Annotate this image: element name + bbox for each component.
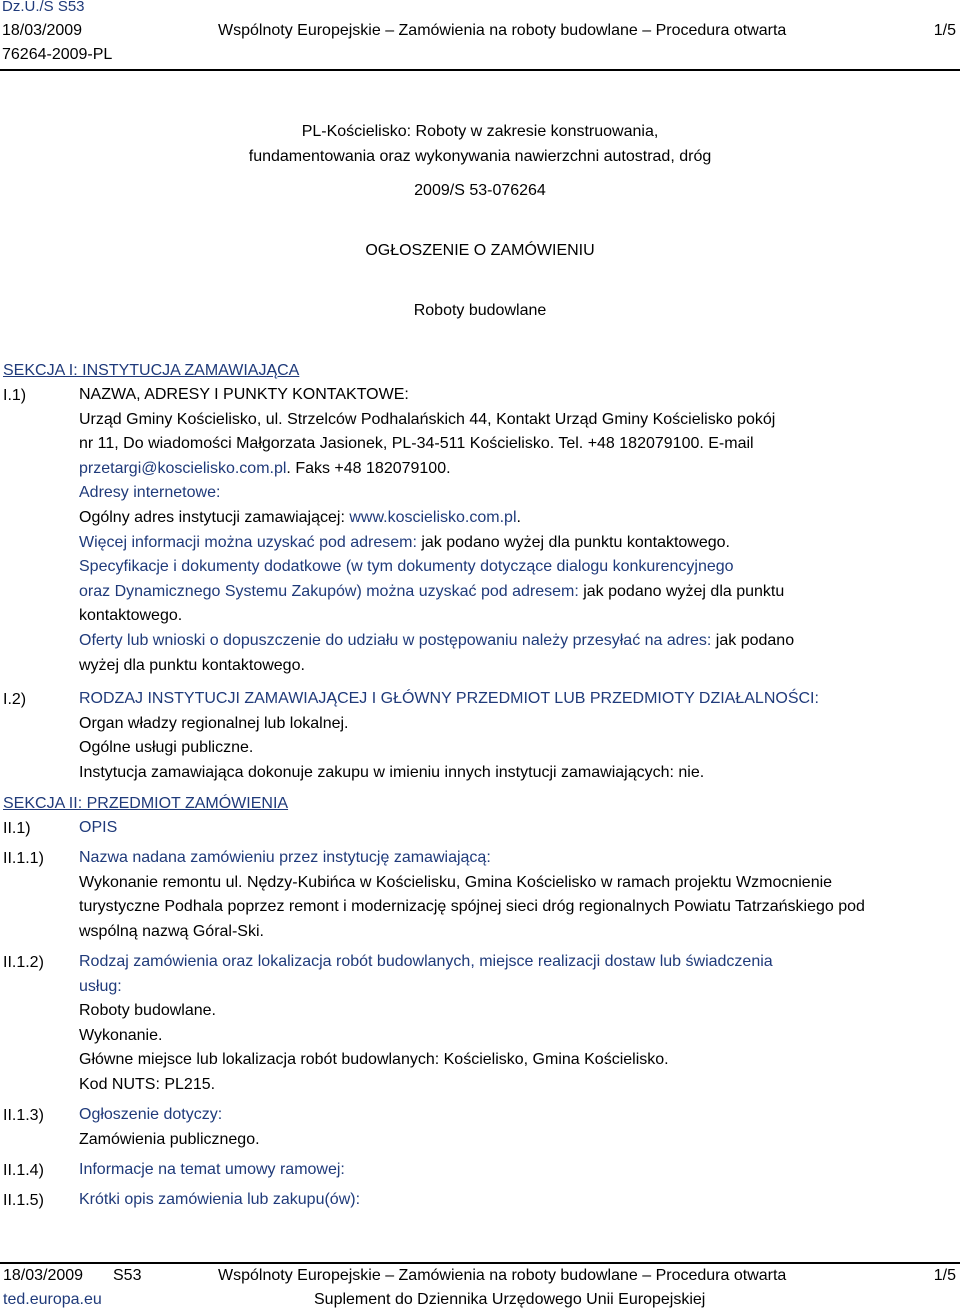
ii12-line-3: Główne miejsce lub lokalizacja robót budowlanych: Kościelisko, Gmina Kościelisko. — [79, 1051, 669, 1069]
section-1-heading: SEKCJA I: INSTYTUCJA ZAMAWIAJĄCA — [3, 362, 300, 379]
ii13-number: II.1.3) — [3, 1107, 44, 1124]
ii1-number: II.1) — [3, 820, 31, 837]
contract-type: Roboty budowlane — [413, 302, 547, 319]
web-addresses-label: Adresy internetowe: — [79, 484, 221, 502]
footer-site-link[interactable]: ted.europa.eu — [3, 1291, 102, 1308]
footer-page-number: 1/5 — [933, 1267, 956, 1284]
ii11-line-2: turystyczne Podhala poprzez remont i modernizację spójnej sieci dróg regionalnych Powiatu Tatrzańskiego pod — [79, 898, 865, 916]
ii14-title: Informacje na temat umowy ramowej: — [79, 1161, 345, 1178]
i1-address-line-1: Urząd Gminy Kościelisko, ul. Strzelców Podhalańskich 44, Kontakt Urząd Gminy Kościelisko pokój — [79, 410, 776, 428]
ii12-line-1: Roboty budowlane. — [79, 1002, 216, 1020]
fax-text: . Faks +48 182079100. — [286, 459, 451, 477]
more-info-line — [79, 531, 949, 556]
offers-line — [79, 629, 949, 654]
more-info-value: jak podano wyżej dla punktu kontaktowego. — [416, 533, 730, 551]
ii13-title: Ogłoszenie dotyczy: — [79, 1106, 223, 1123]
i2-line-3: Instytucja zamawiająca dokonuje zakupu w imieniu innych instytucji zamawiających: nie. — [79, 763, 705, 781]
offers-value: jak podano — [711, 631, 795, 649]
ii12-line-2: Wykonanie. — [79, 1026, 163, 1044]
footer-title: Wspólnoty Europejskie – Zamówienia na roboty budowlane – Procedura otwarta — [218, 1267, 787, 1284]
spec-value-line-2: kontaktowego. — [79, 607, 183, 625]
offers-label: Oferty lub wnioski o dopuszczenie do udziału w postępowaniu należy przesyłać na adres: — [79, 631, 712, 649]
ii11-number: II.1.1) — [3, 850, 44, 867]
ii15-number: II.1.5) — [3, 1192, 44, 1209]
spec-label-line-1: Specyfikacje i dokumenty dodatkowe (w tym dokumenty dotyczące dialogu konkurencyjnego — [79, 558, 734, 576]
footer-series: S53 — [113, 1267, 142, 1284]
ii11-line-3: wspólną nazwą Góral-Ski. — [79, 922, 264, 940]
journal-ref: Dz.U./S S53 — [2, 0, 85, 15]
offers-value-line-2: wyżej dla punktu kontaktowego. — [79, 656, 305, 674]
i1-email-fax-line — [79, 457, 949, 482]
ii1-title: OPIS — [79, 819, 118, 836]
ii12-title-line-2: usług: — [79, 977, 122, 995]
footer-supplement: Suplement do Dziennika Urzędowego Unii Europejskiej — [314, 1291, 706, 1308]
ii14-number: II.1.4) — [3, 1162, 44, 1179]
spec-line-2 — [79, 580, 949, 605]
ii12-title-line-1: Rodzaj zamówienia oraz lokalizacja robót budowlanych, miejsce realizacji dostaw lub świadczenia — [79, 953, 773, 970]
spec-value: jak podano wyżej dla punktu — [578, 582, 785, 600]
i1-content — [79, 383, 949, 678]
i1-title: NAZWA, ADRESY I PUNKTY KONTAKTOWE: — [79, 386, 409, 403]
i2-line-2: Ogólne usługi publiczne. — [79, 739, 254, 757]
header-doc-id: 76264-2009-PL — [2, 46, 113, 63]
more-info-label: Więcej informacji można uzyskać pod adresem: — [79, 533, 417, 551]
header-page-number: 1/5 — [933, 22, 956, 39]
general-address-label: Ogólny adres instytucji zamawiającej: — [79, 508, 350, 526]
general-address-line — [79, 506, 949, 531]
header-date: 18/03/2009 — [2, 22, 83, 39]
ii11-line-1: Wykonanie remontu ul. Nędzy-Kubińca w Kościelisku, Gmina Kościelisko w ramach projektu Wzmocnienie — [79, 873, 833, 891]
page-footer — [0, 1263, 960, 1311]
ii13-line-1: Zamówienia publicznego. — [79, 1130, 260, 1148]
ii11-title: Nazwa nadana zamówieniu przez instytucję zamawiającą: — [79, 849, 491, 866]
doc-title — [0, 119, 960, 169]
ii11-content — [79, 846, 949, 944]
spec-label-line-2: oraz Dynamicznego Systemu Zakupów) można uzyskać pod adresem: — [79, 582, 579, 600]
header-title: Wspólnoty Europejskie – Zamówienia na roboty budowlane – Procedura otwarta — [218, 22, 787, 39]
general-address-dot: . — [516, 508, 521, 526]
i1-number: I.1) — [3, 387, 27, 404]
ii12-content — [79, 950, 949, 1098]
i2-content — [79, 687, 949, 785]
ii15-title: Krótki opis zamówienia lub zakupu(ów): — [79, 1191, 361, 1208]
ii12-nuts-code: Kod NUTS: PL215. — [79, 1075, 216, 1093]
doc-title-line-2: fundamentowania oraz wykonywania nawierzchni autostrad, dróg — [248, 148, 712, 165]
i2-title: RODZAJ INSTYTUCJI ZAMAWIAJĄCEJ I GŁÓWNY PRZEDMIOT LUB PRZEDMIOTY DZIAŁALNOŚCI: — [79, 690, 819, 707]
i2-line-1: Organ władzy regionalnej lub lokalnej. — [79, 714, 349, 732]
notice-heading: OGŁOSZENIE O ZAMÓWIENIU — [365, 242, 595, 259]
email-link[interactable]: przetargi@koscielisko.com.pl — [79, 459, 287, 477]
doc-reference: 2009/S 53-076264 — [414, 182, 546, 199]
general-address-link[interactable]: www.koscielisko.com.pl — [349, 508, 517, 526]
doc-title-line-1: PL-Kościelisko: Roboty w zakresie konstruowania, — [301, 123, 659, 140]
i2-number: I.2) — [3, 691, 27, 708]
footer-date: 18/03/2009 — [3, 1267, 84, 1284]
i1-address-line-2: nr 11, Do wiadomości Małgorzata Jasionek, PL-34-511 Kościelisko. Tel. +48 182079100. E-mail — [79, 435, 754, 453]
section-2-heading: SEKCJA II: PRZEDMIOT ZAMÓWIENIA — [3, 795, 289, 812]
ii12-number: II.1.2) — [3, 954, 44, 971]
page-header — [0, 0, 960, 70]
ii13-content — [79, 1103, 949, 1152]
header-rule — [0, 69, 960, 71]
